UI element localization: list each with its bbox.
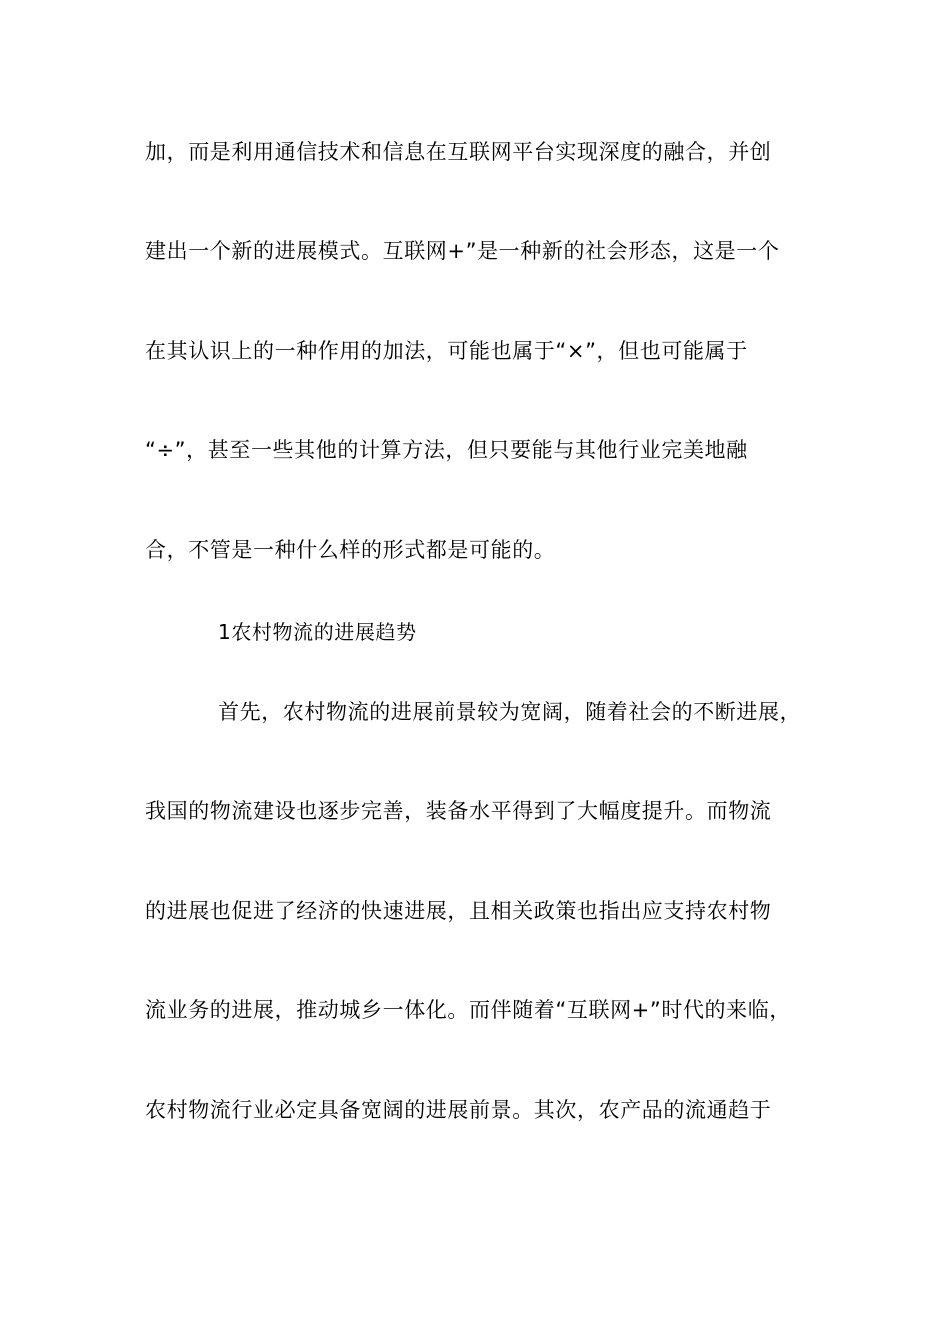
body-text-line: “÷”，甚至一些其他的计算方法，但只要能与其他行业完美地融	[145, 438, 748, 462]
body-text-line: 流业务的进展，推动城乡一体化。而伴随着“互联网+”时代的来临，	[145, 998, 791, 1022]
body-text-line: 加，而是利用通信技术和信息在互联网平台实现深度的融合，并创	[145, 140, 772, 164]
body-text-line: 的进展也促进了经济的快速进展，且相关政策也指出应支持农村物	[145, 899, 772, 923]
body-text-line: 首先，农村物流的进展前景较为宽阔，随着社会的不断进展，	[218, 700, 802, 724]
body-text-line: 建出一个新的进展模式。互联网+”是一种新的社会形态，这是一个	[145, 239, 780, 263]
body-text-line: 农村物流行业必定具备宽阔的进展前景。其次，农产品的流通趋于	[145, 1098, 772, 1122]
body-text-line: 在其认识上的一种作用的加法，可能也属于“×”，但也可能属于	[145, 339, 748, 363]
section-heading: 1农村物流的进展趋势	[218, 620, 417, 644]
body-text-line: 合，不管是一种什么样的形式都是可能的。	[145, 538, 556, 562]
body-text-line: 我国的物流建设也逐步完善，装备水平得到了大幅度提升。而物流	[145, 799, 772, 823]
